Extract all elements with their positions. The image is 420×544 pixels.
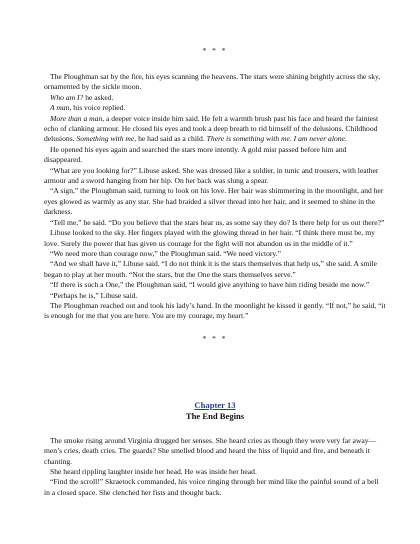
scene-text <box>44 72 386 322</box>
text-run: He opened his eyes again and searched the stars more intently. A gold mist passed before him and disappeared. <box>44 144 347 165</box>
paragraph <box>44 477 386 498</box>
document-page <box>44 46 386 498</box>
text-run: “If there is such a One,” the Ploughman said, “I would give anything to have him riding beside me now.” <box>50 280 370 290</box>
chapter-heading <box>44 400 386 422</box>
text-run: he asked. <box>83 92 114 102</box>
paragraph <box>44 93 386 103</box>
italic-run: A man, <box>50 103 72 113</box>
scene-separator-top: * * * <box>202 46 228 55</box>
paragraph <box>44 436 386 467</box>
text-run: The smoke rising around Virginia drugged her senses. She heard cries as though they were very far away—men’s cries, death cries. The guards? She smelled blood and heard the hiss of liquid and fire, and beneath it chanting. <box>44 435 377 466</box>
paragraph <box>44 114 386 145</box>
paragraph <box>44 301 386 322</box>
text-run: “Find the scroll!” Skraetock commanded, his voice ringing through her mind like the painful sound of a bell in a closed space. She clenched her fists and thought back. <box>44 477 379 497</box>
paragraph <box>44 228 386 249</box>
paragraph <box>44 103 386 113</box>
italic-run: Something with me, <box>76 134 137 144</box>
text-run: his voice replied. <box>71 103 126 113</box>
chapter-number-link[interactable]: Chapter 13 <box>194 399 236 410</box>
scene-separator-bottom: * * * <box>202 333 228 343</box>
chapter-title: The End Begins <box>185 410 245 421</box>
italic-run: More than a man, <box>50 113 105 123</box>
paragraph <box>44 467 386 477</box>
paragraph <box>44 259 386 280</box>
italic-run: Who am I? <box>50 92 84 102</box>
text-run: a deeper voice inside him said. He felt a warmth brush past his face and heard the faintest echo of clanking armour. He closed his eyes and took a deep breath to rid himself of the delusions. Childhood delusions. <box>44 113 379 144</box>
text-run: “Perhaps he is,” Libuse said. <box>50 290 138 300</box>
text-run: The Ploughman sat by the fire, his eyes scanning the heavens. The stars were shining brightly across the sky, ornamented by the sickle moon. <box>44 72 381 92</box>
paragraph <box>44 218 386 228</box>
paragraph <box>44 291 386 301</box>
paragraph <box>44 166 386 187</box>
text-run: The Ploughman reached out and took his lady’s hand. In the moonlight he kissed it gently. “If not,” he said, “it is enough for me that you are here. You are my courage, my heart.” <box>44 300 386 321</box>
text-run: She heard rippling laughter inside her head. He was inside her head. <box>50 466 257 476</box>
text-run: “Tell me,” he said. “Do you believe that the stars hear us, as some say they do? Is there help for us out there?” <box>50 217 385 227</box>
italic-run: There is something with me. I am never alone. <box>206 134 347 144</box>
paragraph <box>44 72 386 93</box>
paragraph <box>44 145 386 166</box>
paragraph <box>44 280 386 290</box>
text-run: “A sign,” the Ploughman said, turning to look on his love. Her hair was shimmering in the moonlight, and her eyes glowed as warmly as any star. She had braided a silver thread into her hair, and it seemed to shine in the darkness. <box>44 186 384 217</box>
text-run: he had said as a child. <box>136 134 207 144</box>
text-run: “What are you looking for?” Libuse asked. She was dressed like a soldier, in tunic and trousers, with leather armour and a sword hanging from her hip. On her back was slung a spear. <box>44 165 379 186</box>
chapter-text <box>44 436 386 498</box>
text-run: Libuse looked to the sky. Her fingers played with the glowing thread in her hair. “I think there must be, my love. Surely the power that has given us courage for the fight will not abandon us in the middle of it.” <box>44 228 375 248</box>
text-run: “And we shall have it,” Libuse said. “I do not think it is the stars themselves that help us,” she said. A smile began to play at her mouth. “Not the stars, but the One the stars themselves serve.” <box>44 259 377 279</box>
paragraph <box>44 186 386 217</box>
text-run: “We need more than courage now,” the Ploughman said. “We need victory.” <box>50 248 281 258</box>
paragraph <box>44 249 386 259</box>
